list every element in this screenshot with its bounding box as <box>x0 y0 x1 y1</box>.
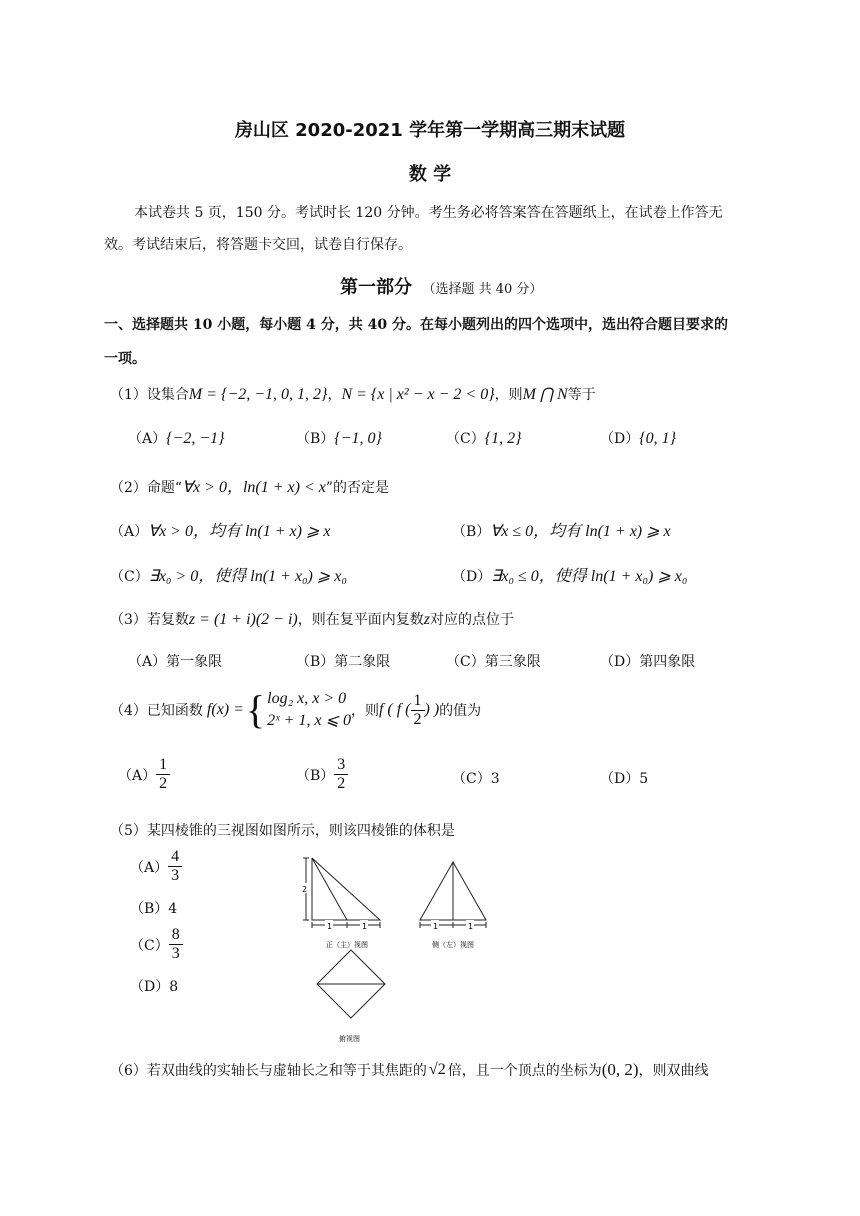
option-label: （A） <box>128 654 167 670</box>
part-heading <box>340 273 542 299</box>
option-value: 第三象限 <box>484 654 541 670</box>
intro-line-2: 效。考试结束后，将答题卡交回，试卷自行保存。 <box>104 237 412 253</box>
option-label: （A） <box>110 524 149 540</box>
q4-text-2: ，则 <box>350 703 379 719</box>
question-1 <box>110 384 596 404</box>
width-label: 1 <box>327 922 333 931</box>
q6-number: （6） <box>110 1063 147 1079</box>
option-value: 第四象限 <box>639 654 696 670</box>
q1-option-b[interactable] <box>296 428 382 448</box>
q4-cases <box>267 688 351 732</box>
option-label: （C） <box>452 771 491 787</box>
top-view-caption: 俯视图 <box>339 1035 360 1043</box>
fraction-numerator: 1 <box>411 692 425 711</box>
question-2 <box>110 474 389 497</box>
option-value: 5 <box>639 771 649 787</box>
q2-text-2: ”的否定是 <box>325 480 390 496</box>
height-label: 2 <box>302 885 308 894</box>
option-label: （D） <box>600 654 640 670</box>
width-label: 1 <box>362 922 368 931</box>
side-width-label: 1 <box>433 922 439 931</box>
section-line-2: 一项。 <box>104 351 146 367</box>
front-view-inner-edge <box>312 858 347 920</box>
option-label: （B） <box>296 654 335 670</box>
fraction-denominator: 3 <box>171 945 180 962</box>
fraction-numerator: 3 <box>334 756 348 775</box>
q1-option-d[interactable] <box>600 428 676 448</box>
side-view-caption: 侧（左）视图 <box>432 941 474 949</box>
q2-option-c[interactable] <box>110 563 347 586</box>
q3-expression: z = (1 + i)(2 − i) <box>188 611 298 628</box>
question-4 <box>110 684 481 736</box>
q1-option-c[interactable] <box>446 428 522 448</box>
q6-text-3: ，则双曲线 <box>638 1063 709 1079</box>
fraction-denominator: 2 <box>413 710 422 728</box>
option-value: 第一象限 <box>166 654 223 670</box>
option-label: （A） <box>118 767 157 784</box>
q4-fx: f(x) = <box>206 701 244 718</box>
q3-option-a[interactable] <box>128 651 222 671</box>
option-value: ∃x₀ ≤ 0，使得 ln(1 + x₀) ⩾ x₀ <box>491 568 688 585</box>
option-label: （C） <box>446 431 485 447</box>
section-line-1: 一、选择题共 10 小题，每小题 4 分，共 40 分。在每小题列出的四个选项中，选出符合题目要求的 <box>104 317 728 333</box>
q4-brace: { <box>245 687 266 732</box>
option-label: （C） <box>446 654 485 670</box>
option-label: （A） <box>128 431 167 447</box>
q5-text: 某四棱锥的三视图如图所示，则该四棱锥的体积是 <box>146 823 455 839</box>
question-3 <box>110 609 514 629</box>
option-value: 3 <box>490 771 500 787</box>
q1-option-a[interactable] <box>128 428 225 448</box>
option-fraction <box>156 756 170 793</box>
option-value: ∀x ≤ 0，均有 ln(1 + x) ⩾ x <box>490 523 671 540</box>
option-value: ∃x₀ > 0，使得 ln(1 + x₀) ⩾ x₀ <box>148 568 347 585</box>
q2-option-a[interactable] <box>110 518 330 541</box>
option-label: （D） <box>600 771 640 787</box>
part-title: 第一部分 <box>340 277 412 298</box>
q3-z: z <box>423 611 430 628</box>
option-value: {−2, −1} <box>166 430 225 447</box>
q1-set-n: N = {x | x² − x − 2 < 0} <box>341 386 495 403</box>
q4-number: （4） <box>110 703 147 719</box>
q6-text-2: 倍，且一个顶点的坐标为 <box>447 1063 602 1079</box>
question-6 <box>110 1060 709 1080</box>
q4-case-1: log₂ x, x > 0 <box>267 690 347 707</box>
q1-text-1: 设集合 <box>146 387 189 403</box>
q1-text-2: ，则 <box>494 387 523 403</box>
three-view-figure <box>296 850 496 1045</box>
q3-number: （3） <box>110 612 147 628</box>
front-view-caption: 正（主）视图 <box>326 941 368 949</box>
q2-text-1: 命题“ <box>146 480 183 496</box>
option-label: （C） <box>130 937 169 954</box>
option-fraction <box>168 848 182 885</box>
q5-option-d[interactable] <box>130 976 178 996</box>
q4-option-a[interactable] <box>118 756 170 793</box>
q3-text-1: 若复数 <box>146 612 189 628</box>
q3-option-b[interactable] <box>296 651 390 671</box>
page-title: 房山区 2020-2021 学年第一学期高三期末试题 <box>234 120 626 141</box>
fraction-numerator: 4 <box>168 848 182 867</box>
option-label: （D） <box>452 569 492 585</box>
q5-option-c[interactable] <box>130 926 183 963</box>
q6-point: (0, 2) <box>601 1060 639 1079</box>
option-fraction <box>334 756 348 793</box>
q2-number: （2） <box>110 480 147 496</box>
q2-option-d[interactable] <box>452 563 687 586</box>
fraction-denominator: 2 <box>337 775 346 792</box>
fraction-denominator: 3 <box>171 867 180 884</box>
option-label: （B） <box>130 901 169 917</box>
q6-sqrt: √2 <box>428 1061 446 1078</box>
front-view-outline <box>312 858 380 920</box>
q4-close: ) ) <box>424 701 440 718</box>
q4-text-1: 已知函数 <box>146 703 203 719</box>
subject-title: 数 学 <box>408 164 452 185</box>
q2-option-b[interactable] <box>452 518 671 541</box>
q3-text-3: 对应的点位于 <box>429 612 514 628</box>
q4-half <box>411 692 425 729</box>
question-5 <box>110 820 455 840</box>
q6-text-1: 若双曲线的实轴长与虚轴长之和等于其焦距的 <box>146 1063 427 1079</box>
option-value: {0, 1} <box>639 430 677 447</box>
q4-text-3: 的值为 <box>439 703 482 719</box>
option-value: 4 <box>168 901 178 917</box>
fraction-numerator: 1 <box>156 756 170 775</box>
option-fraction <box>169 926 183 963</box>
q1-text-3: 等于 <box>567 387 596 403</box>
top-view <box>317 950 385 1018</box>
q4-case-2: 2ˣ + 1, x ⩽ 0 <box>267 712 351 729</box>
side-width-label: 1 <box>468 922 474 931</box>
part-note: （选择题 共 40 分） <box>422 282 543 297</box>
option-value: 第二象限 <box>334 654 391 670</box>
q3-text-2: ，则在复平面内复数 <box>297 612 424 628</box>
option-label: （B） <box>296 431 335 447</box>
fraction-denominator: 2 <box>159 775 168 792</box>
option-value: {1, 2} <box>484 430 522 447</box>
option-label: （D） <box>600 431 640 447</box>
q1-number: （1） <box>110 387 147 403</box>
option-label: （A） <box>130 859 169 876</box>
q3-option-d[interactable] <box>600 651 695 671</box>
q3-option-c[interactable] <box>446 651 541 671</box>
q2-proposition: ∀x > 0，ln(1 + x) < x <box>182 479 326 496</box>
q4-ff: f ( f ( <box>378 701 411 718</box>
q5-option-a[interactable] <box>130 848 182 885</box>
q1-set-m: M = {−2, −1, 0, 1, 2} <box>188 386 328 403</box>
option-value: 8 <box>169 979 179 995</box>
fraction-numerator: 8 <box>169 926 183 945</box>
option-value: {−1, 0} <box>334 430 382 447</box>
option-label: （B） <box>296 767 335 784</box>
q5-option-b[interactable] <box>130 898 177 918</box>
front-view <box>303 858 380 928</box>
intro-line-1: 本试卷共 5 页，150 分。考试时长 120 分钟。考生务必将答案答在答题纸上，在试卷上作答无 <box>134 205 723 221</box>
q1-expression: M ⋂ N <box>522 386 568 403</box>
side-view <box>420 862 486 928</box>
q5-number: （5） <box>110 823 147 839</box>
q4-option-b[interactable] <box>296 756 348 793</box>
option-label: （D） <box>130 979 170 995</box>
q1-separator: ， <box>327 387 342 403</box>
option-label: （B） <box>452 524 491 540</box>
option-label: （C） <box>110 569 149 585</box>
q4-option-d[interactable] <box>600 768 648 788</box>
option-value: ∀x > 0，均有 ln(1 + x) ⩾ x <box>148 523 331 540</box>
q4-option-c[interactable] <box>452 768 500 788</box>
